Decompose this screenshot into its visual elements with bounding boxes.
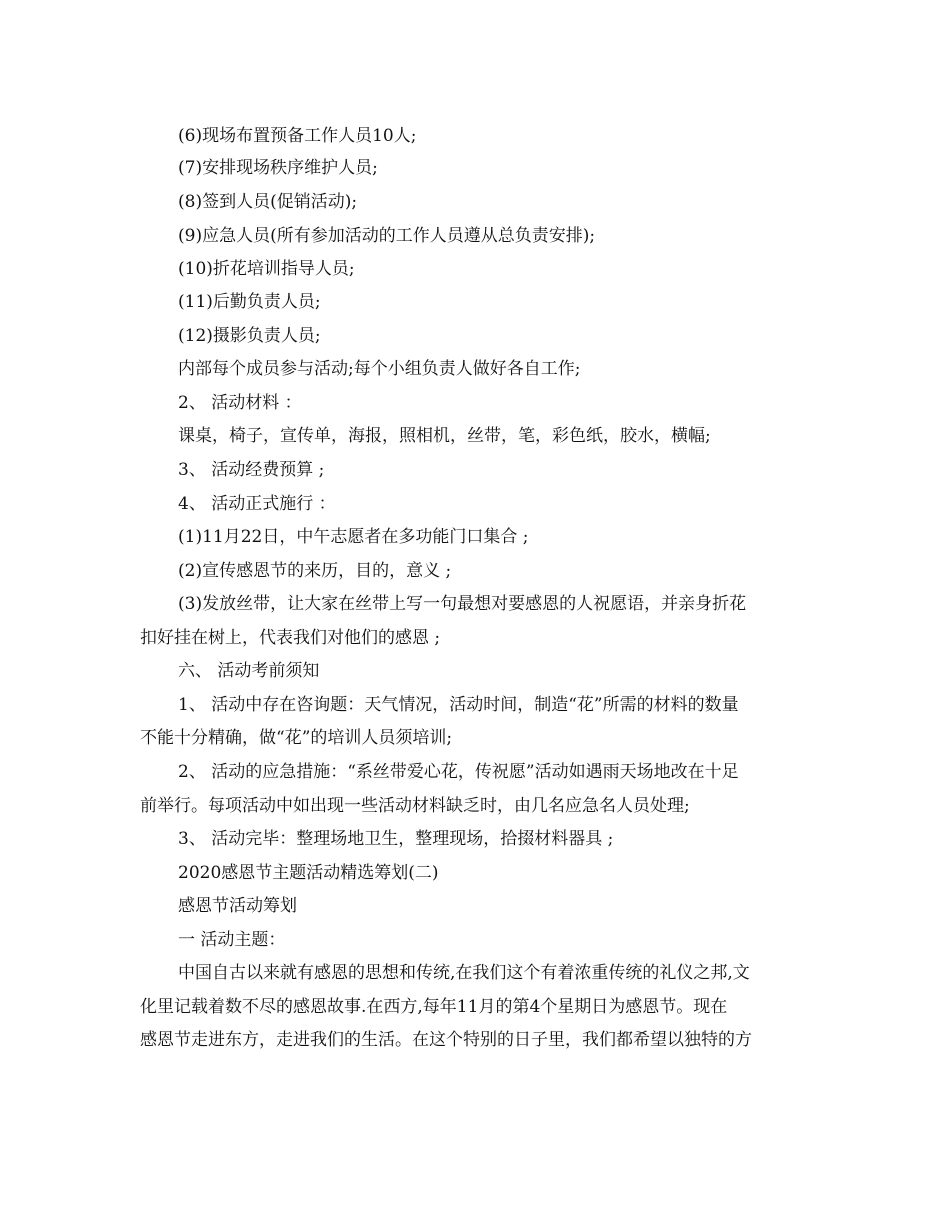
text-line: 前举行。每项活动中如出现一些活动材料缺乏时，由几名应急名人员处理; (140, 796, 690, 816)
section-heading: 2、 活动材料 ： (178, 393, 302, 413)
section-heading: 六、 活动考前须知 (178, 661, 320, 681)
section-heading: 3、 活动经费预算 ; (178, 460, 325, 480)
text-line: (1)11月22日，中午志愿者在多功能门口集合 ; (178, 527, 529, 547)
text-line: 1、 活动中存在咨询题：天气情况，活动时间，制造“花”所需的材料的数量 (178, 695, 739, 715)
text-line: 化里记载着数不尽的感恩故事.在西方,每年11月的第4个星期日为感恩节。现在 (140, 997, 728, 1017)
text-line: 扣好挂在树上，代表我们对他们的感恩 ; (140, 628, 441, 648)
text-line: 中国自古以来就有感恩的思想和传统,在我们这个有着浓重传统的礼仪之邦,文 (178, 963, 750, 983)
text-line: (12)摄影负责人员; (178, 326, 321, 346)
text-line: (2)宣传感恩节的来历，目的，意义 ; (178, 561, 452, 581)
section-heading: 4、 活动正式施行 ： (178, 494, 336, 514)
text-line: (6)现场布置预备工作人员10人; (178, 126, 417, 146)
text-line: 3、 活动完毕：整理场地卫生，整理现场，拾掇材料器具 ; (178, 829, 614, 849)
text-line: (7)安排现场秩序维护人员; (178, 158, 378, 178)
text-line: (11)后勤负责人员; (178, 292, 321, 312)
document-subtitle: 2020感恩节主题活动精选筹划(二) (178, 863, 439, 883)
text-line: 感恩节走进东方，走进我们的生活。在这个特别的日子里，我们都希望以独特的方 (140, 1030, 752, 1050)
text-line: 2、 活动的应急措施：“系丝带爱心花，传祝愿”活动如遇雨天场地改在十足 (178, 762, 739, 782)
text-line: 不能十分精确，做“花”的培训人员须培训; (140, 728, 453, 748)
section-heading: 一 活动主题： (178, 930, 286, 950)
text-line: (10)折花培训指导人员; (178, 259, 355, 279)
text-line: (8)签到人员(促销活动); (178, 192, 358, 212)
text-line: (9)应急人员(所有参加活动的工作人员遵从总负责安排); (178, 226, 596, 246)
document-title: 感恩节活动筹划 (178, 896, 297, 916)
text-line: 课桌，椅子，宣传单，海报，照相机，丝带，笔，彩色纸，胶水，横幅; (178, 426, 711, 446)
text-line: (3)发放丝带，让大家在丝带上写一句最想对要感恩的人祝愿语，并亲身折花 (178, 594, 747, 614)
text-line: 内部每个成员参与活动;每个小组负责人做好各自工作; (178, 359, 581, 379)
